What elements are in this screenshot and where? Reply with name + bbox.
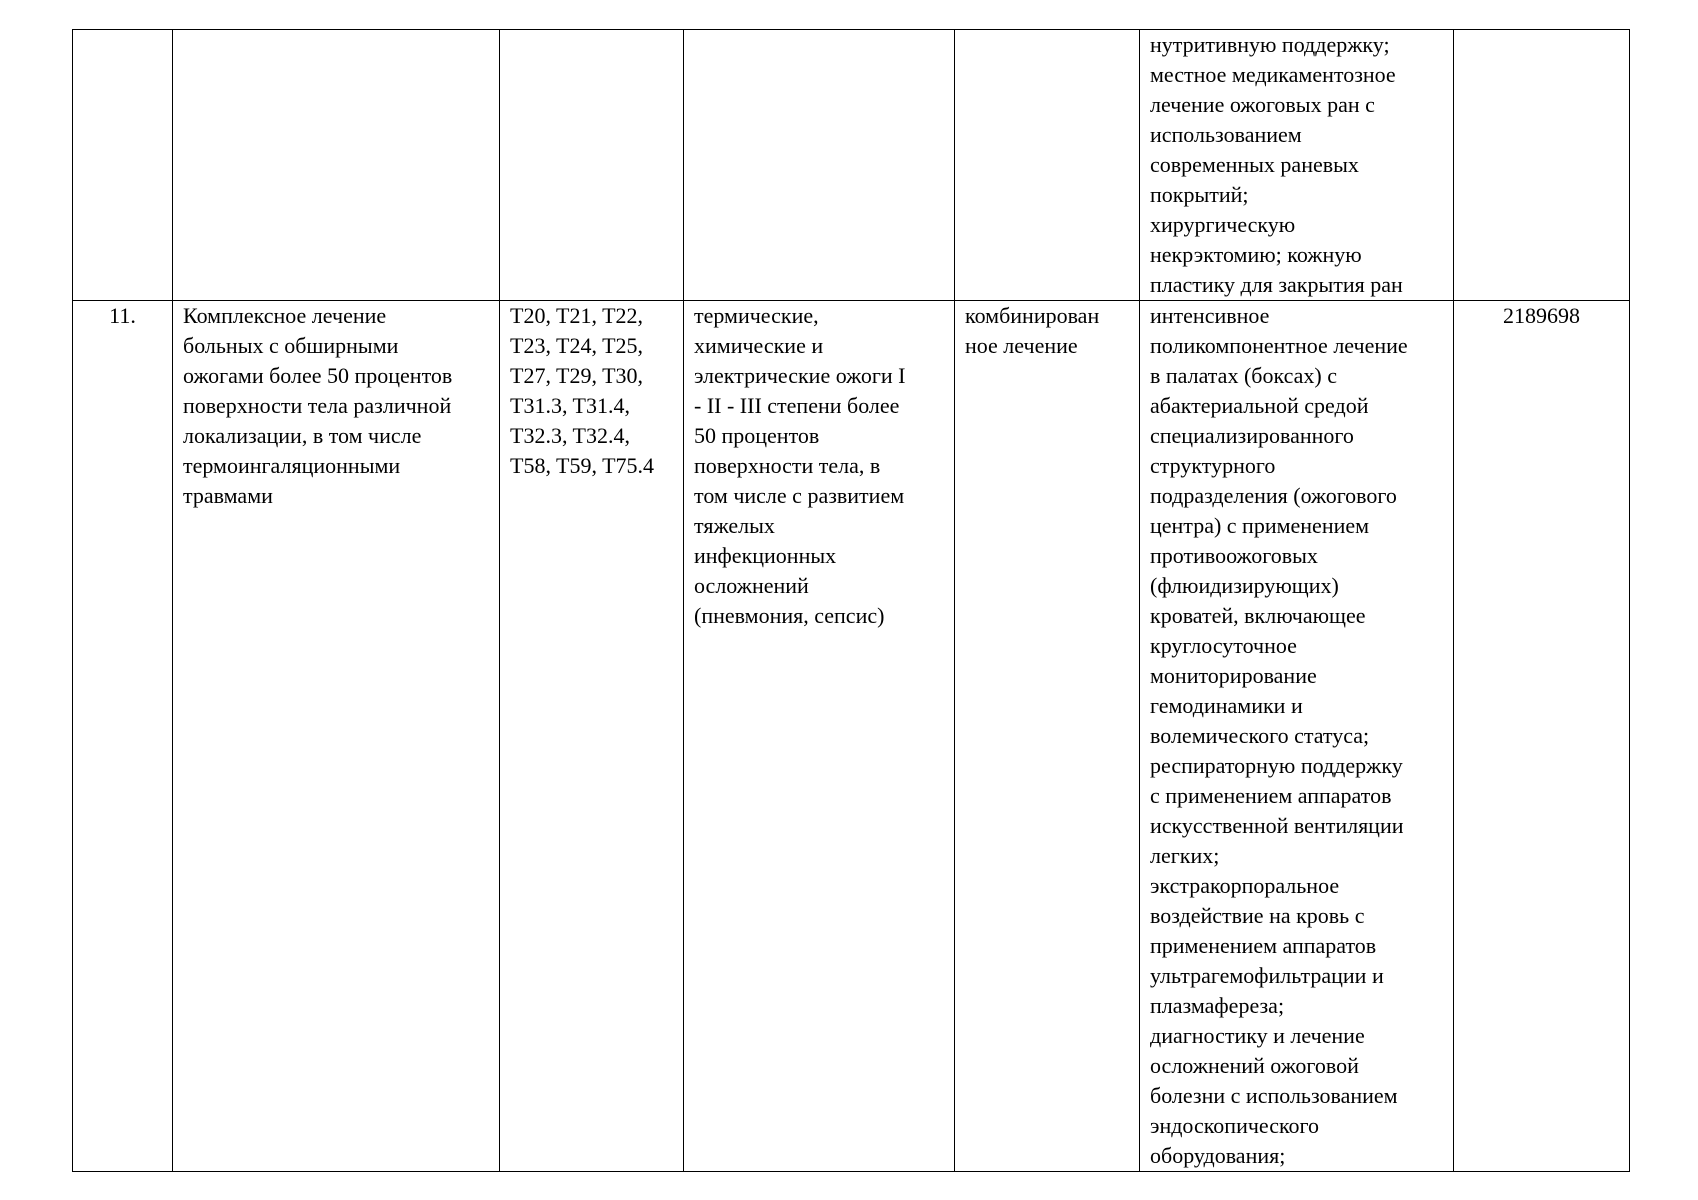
cost-cell (1454, 30, 1630, 301)
text-line: некрэктомию; кожную (1150, 242, 1362, 267)
text-line: ультрагемофильтрации и (1150, 963, 1384, 988)
text-line: поверхности тела, в (694, 453, 881, 478)
treatment-name-cell (173, 30, 500, 301)
text-line: T32.3, T32.4, (510, 423, 630, 448)
text-line: воздействие на кровь с (1150, 903, 1365, 928)
icd-codes-cell (500, 301, 684, 1172)
text-line: использованием (1150, 122, 1302, 147)
document-table (72, 29, 1630, 1172)
text-line: искусственной вентиляции (1150, 813, 1404, 838)
text-line: оборудования; (1150, 1143, 1286, 1168)
text-line: болезни с использованием (1150, 1083, 1398, 1108)
text-line: мониторирование (1150, 663, 1317, 688)
table-row (73, 30, 1630, 301)
text-line: с применением аппаратов (1150, 783, 1392, 808)
text-line: T58, T59, T75.4 (510, 453, 655, 478)
treatment-method-cell (1140, 301, 1454, 1172)
text-line: круглосуточное (1150, 633, 1297, 658)
text-line: больных с обширными (183, 333, 399, 358)
text-line: локализации, в том числе (183, 423, 422, 448)
treatment-type-cell (955, 30, 1140, 301)
text-line: в палатах (боксах) с (1150, 363, 1337, 388)
text-line: термические, (694, 303, 819, 328)
treatment-name-cell (173, 301, 500, 1172)
text-line: лечение ожоговых ран с (1150, 92, 1375, 117)
text-line: кроватей, включающее (1150, 603, 1366, 628)
patient-model-cell (684, 301, 955, 1172)
text-line: химические и (694, 333, 824, 358)
text-line: центра) с применением (1150, 513, 1370, 538)
text-line: подразделения (ожогового (1150, 483, 1397, 508)
text-line: покрытий; (1150, 182, 1249, 207)
text-line: комбинирован (965, 303, 1100, 328)
icd-codes-cell (500, 30, 684, 301)
text-line: местное медикаментозное (1150, 62, 1396, 87)
row-number-cell (73, 30, 173, 301)
text-line: пластику для закрытия ран (1150, 272, 1403, 297)
text-line: структурного (1150, 453, 1276, 478)
row-number-cell: 11. (73, 301, 173, 1172)
text-line: 50 процентов (694, 423, 820, 448)
text-line: - II - III степени более (694, 393, 900, 418)
text-line: нутритивную поддержку; (1150, 32, 1390, 57)
text-line: применением аппаратов (1150, 933, 1377, 958)
text-line: тяжелых (694, 513, 775, 538)
text-line: поверхности тела различной (183, 393, 452, 418)
text-line: термоингаляционными (183, 453, 401, 478)
text-line: инфекционных (694, 543, 837, 568)
text-line: специализированного (1150, 423, 1354, 448)
cost-cell: 2189698 (1454, 301, 1630, 1172)
text-line: (пневмония, сепсис) (694, 603, 885, 628)
text-line: том числе с развитием (694, 483, 905, 508)
text-line: (флюидизирующих) (1150, 573, 1339, 598)
text-line: интенсивное (1150, 303, 1270, 328)
text-line: диагностику и лечение (1150, 1023, 1365, 1048)
text-line: современных раневых (1150, 152, 1359, 177)
text-line: ожогами более 50 процентов (183, 363, 453, 388)
text-line: Комплексное лечение (183, 303, 387, 328)
treatment-method-cell (1140, 30, 1454, 301)
text-line: волемического статуса; (1150, 723, 1370, 748)
text-line: поликомпонентное лечение (1150, 333, 1408, 358)
text-line: эндоскопического (1150, 1113, 1320, 1138)
text-line: плазмафереза; (1150, 993, 1285, 1018)
table-row (73, 301, 1630, 1172)
patient-model-cell (684, 30, 955, 301)
text-line: хирургическую (1150, 212, 1296, 237)
text-line: осложнений (694, 573, 809, 598)
text-line: абактериальной средой (1150, 393, 1369, 418)
text-line: электрические ожоги I (694, 363, 906, 388)
text-line: T20, T21, T22, (510, 303, 644, 328)
text-line: экстракорпоральное (1150, 873, 1340, 898)
text-line: травмами (183, 483, 273, 508)
text-line: T23, T24, T25, (510, 333, 644, 358)
text-line: противоожоговых (1150, 543, 1318, 568)
text-line: ное лечение (965, 333, 1078, 358)
text-line: респираторную поддержку (1150, 753, 1403, 778)
text-line: гемодинамики и (1150, 693, 1303, 718)
text-line: легких; (1150, 843, 1220, 868)
text-line: T27, T29, T30, (510, 363, 644, 388)
text-line: T31.3, T31.4, (510, 393, 630, 418)
treatment-type-cell (955, 301, 1140, 1172)
text-line: осложнений ожоговой (1150, 1053, 1359, 1078)
